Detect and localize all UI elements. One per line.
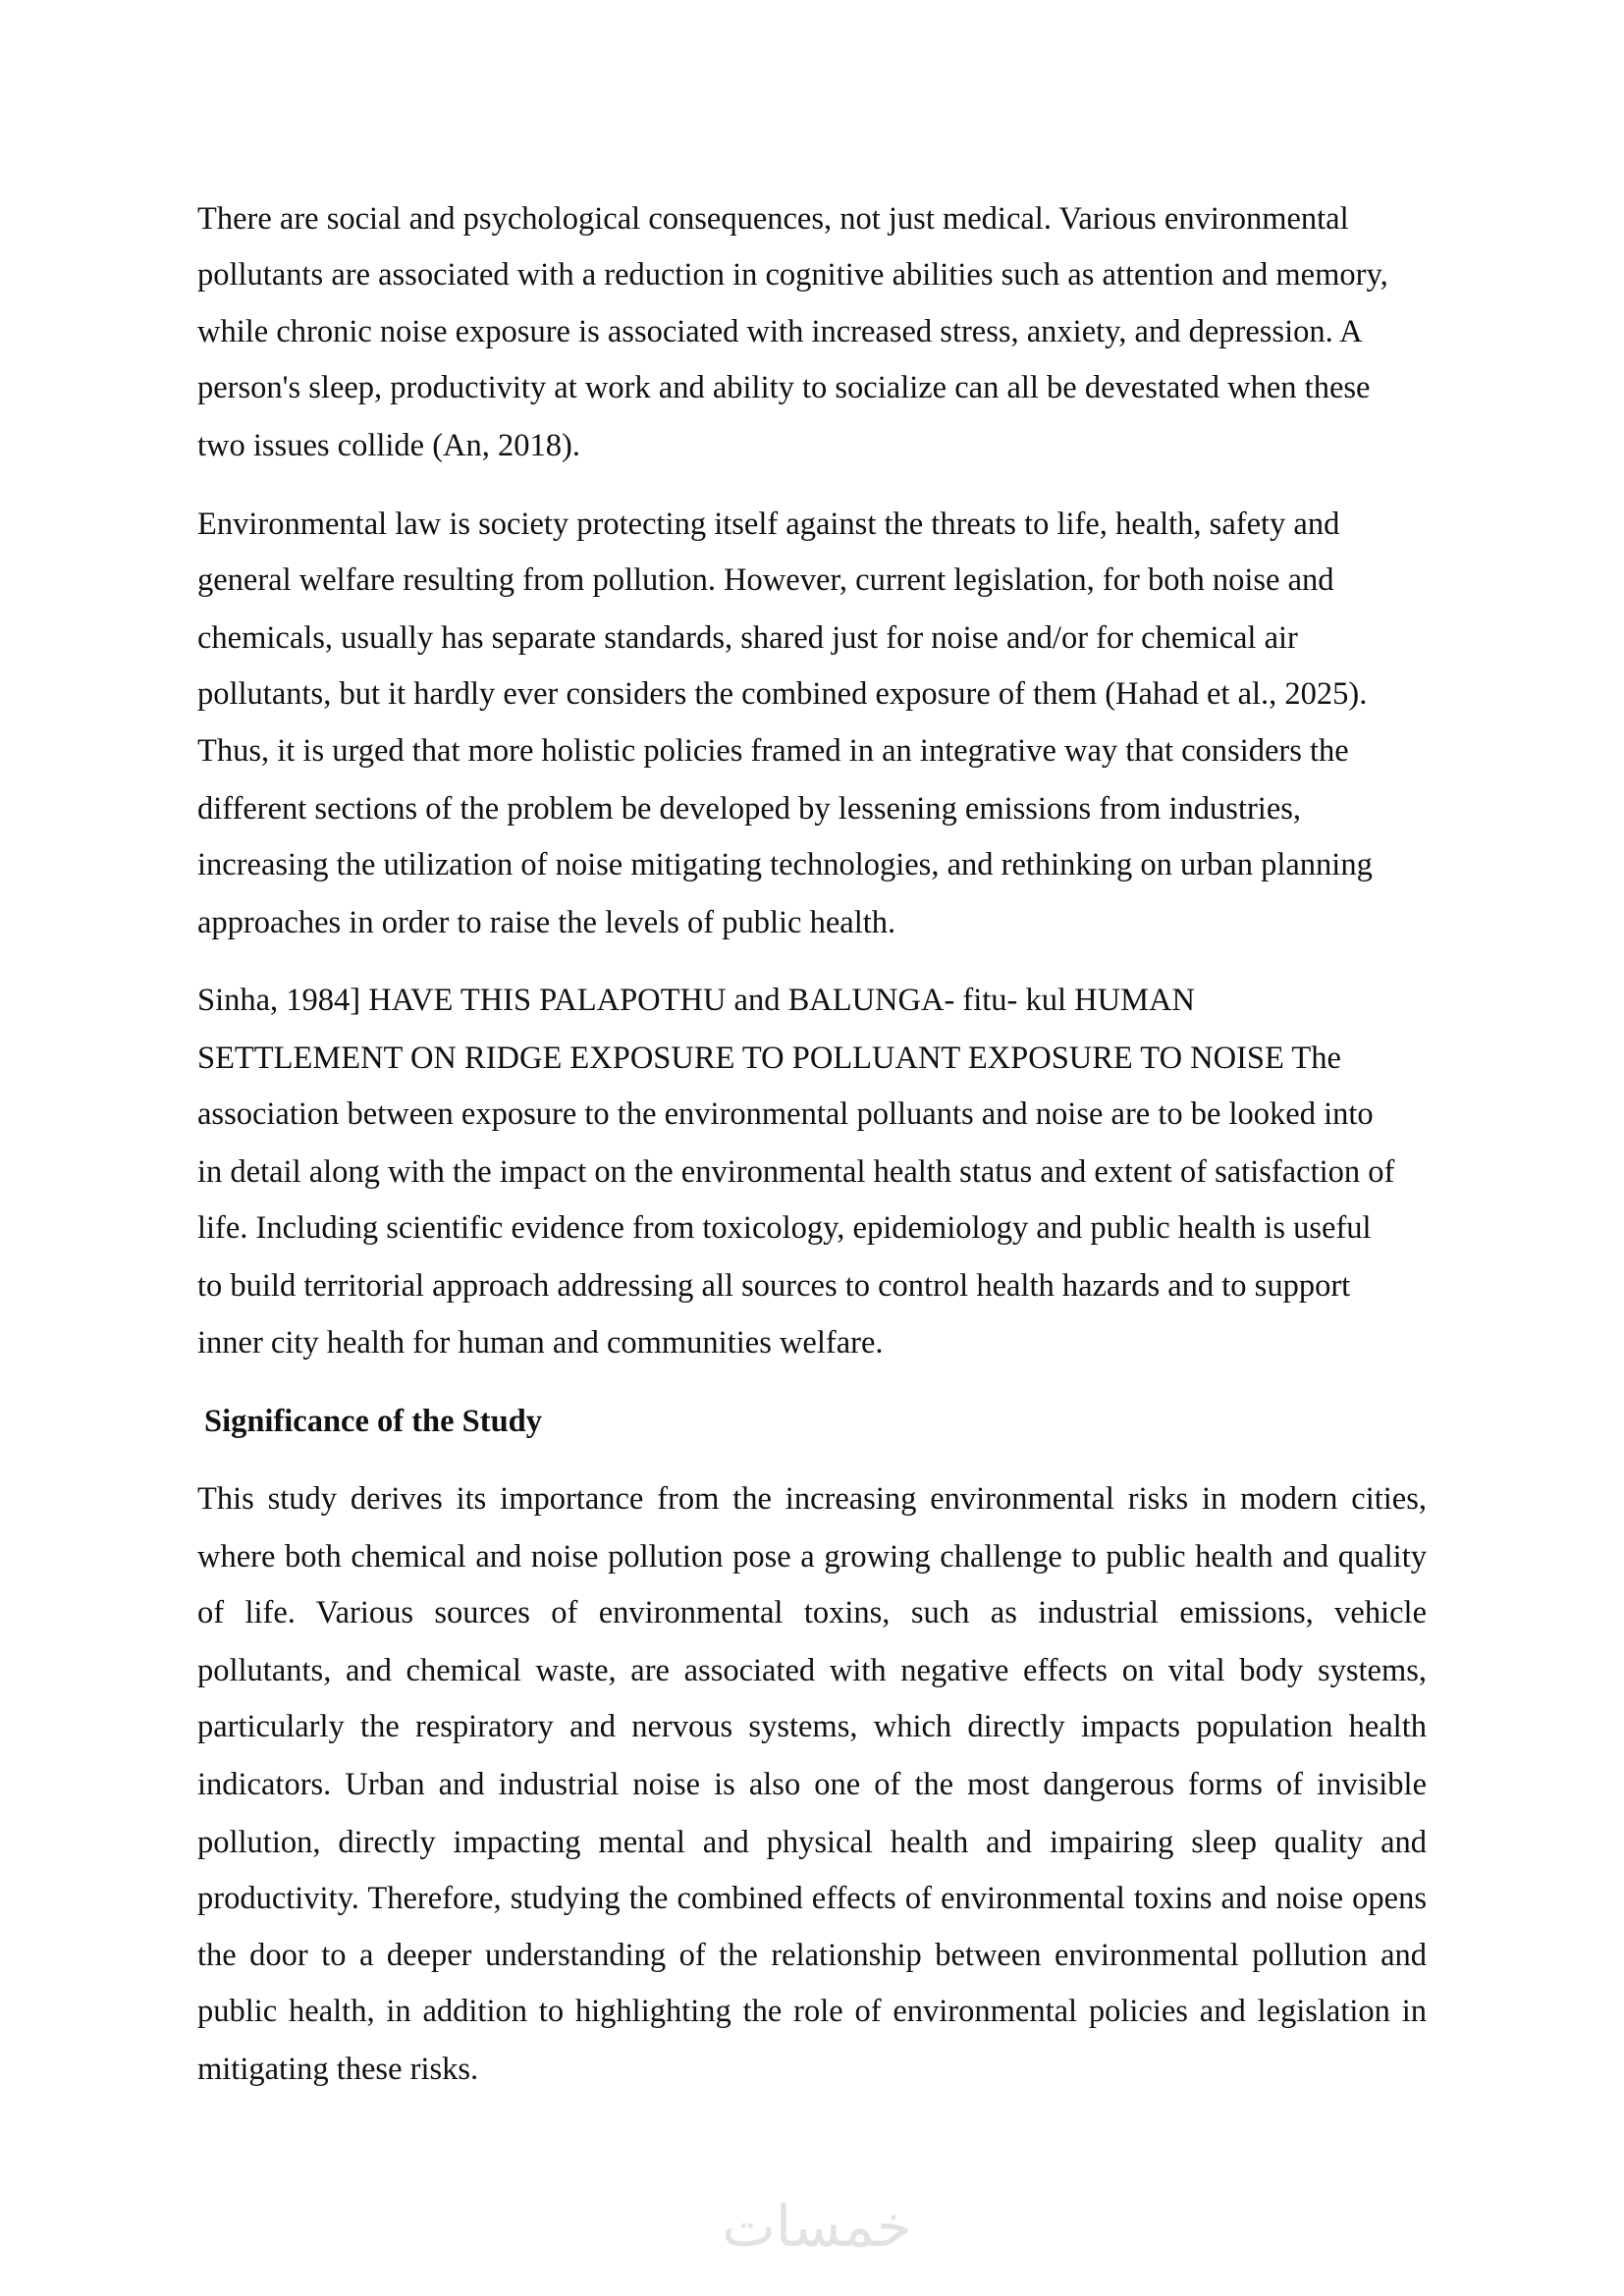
text-line: productivity. Therefore, studying the combined effects of environmental toxins and noise opens bbox=[197, 1881, 1427, 1916]
text-line: pollutants are associated with a reduction in cognitive abilities such as attention and memory, bbox=[197, 257, 1388, 293]
text-line: pollution, directly impacting mental and physical health and impairing sleep quality and bbox=[197, 1825, 1427, 1860]
text-line: There are social and psychological consequences, not just medical. Various environmental bbox=[197, 201, 1349, 237]
text-line: two issues collide (An, 2018). bbox=[197, 428, 580, 463]
text-line: general welfare resulting from pollution. However, current legislation, for both noise and bbox=[197, 562, 1334, 598]
section-heading: Significance of the Study bbox=[204, 1404, 542, 1439]
text-line: pollutants, and chemical waste, are associated with negative effects on vital body systems, bbox=[197, 1653, 1427, 1688]
text-line: chemicals, usually has separate standards, shared just for noise and/or for chemical air bbox=[197, 620, 1298, 656]
text-line: different sections of the problem be developed by lessening emissions from industries, bbox=[197, 791, 1302, 827]
text-line: inner city health for human and communities welfare. bbox=[197, 1325, 884, 1361]
text-line: the door to a deeper understanding of the relationship between environmental pollution and bbox=[197, 1938, 1427, 1973]
text-line: of life. Various sources of environmental toxins, such as industrial emissions, vehicle bbox=[197, 1595, 1427, 1630]
text-line: SETTLEMENT ON RIDGE EXPOSURE TO POLLUANT EXPOSURE TO NOISE The bbox=[197, 1041, 1341, 1076]
text-line: while chronic noise exposure is associated with increased stress, anxiety, and depression. A bbox=[197, 314, 1363, 349]
text-line: Environmental law is society protecting itself against the threats to life, health, safety and bbox=[197, 507, 1340, 542]
text-line: mitigating these risks. bbox=[197, 2052, 479, 2087]
text-line: public health, in addition to highlighting the role of environmental policies and legislation in bbox=[197, 1994, 1427, 2029]
text-line: approaches in order to raise the levels of public health. bbox=[197, 905, 896, 940]
text-line: in detail along with the impact on the environmental health status and extent of satisfaction of bbox=[197, 1154, 1395, 1190]
text-line: Thus, it is urged that more holistic policies framed in an integrative way that considers the bbox=[197, 733, 1349, 769]
watermark-logo: خمسات bbox=[722, 2193, 912, 2260]
text-line: association between exposure to the environmental polluants and noise are to be looked into bbox=[197, 1096, 1374, 1132]
text-line: person's sleep, productivity at work and ability to socialize can all be devestated when these bbox=[197, 370, 1371, 405]
text-line: pollutants, but it hardly ever considers the combined exposure of them (Hahad et al., 2025). bbox=[197, 676, 1368, 712]
text-line: This study derives its importance from the increasing environmental risks in modern cities, bbox=[197, 1481, 1427, 1517]
text-line: Sinha, 1984] HAVE THIS PALAPOTHU and BALUNGA- fitu- kul HUMAN bbox=[197, 983, 1195, 1018]
text-line: increasing the utilization of noise mitigating technologies, and rethinking on urban planning bbox=[197, 847, 1373, 882]
text-line: life. Including scientific evidence from toxicology, epidemiology and public health is useful bbox=[197, 1210, 1372, 1246]
text-line: to build territorial approach addressing all sources to control health hazards and to support bbox=[197, 1268, 1351, 1304]
text-line: where both chemical and noise pollution pose a growing challenge to public health and quality bbox=[197, 1539, 1427, 1575]
text-line: indicators. Urban and industrial noise is also one of the most dangerous forms of invisible bbox=[197, 1767, 1427, 1802]
text-line: particularly the respiratory and nervous systems, which directly impacts population health bbox=[197, 1709, 1427, 1744]
